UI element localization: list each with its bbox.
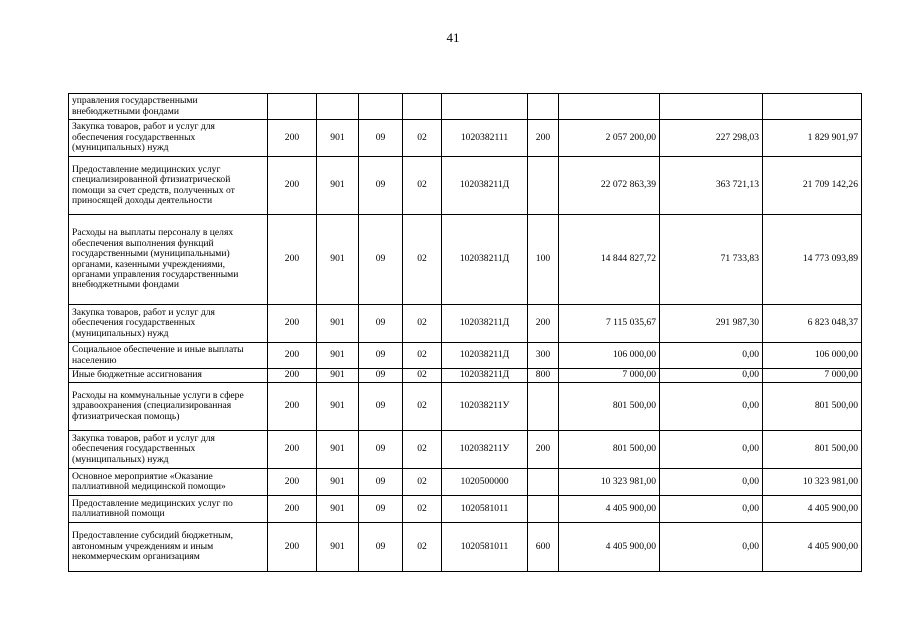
cell-unexecuted: 10 323 981,00 bbox=[763, 469, 862, 496]
cell-ministry: 901 bbox=[317, 523, 359, 572]
cell-expense-type: 600 bbox=[528, 523, 559, 572]
cell-target-article: 1020581011 bbox=[442, 496, 528, 523]
cell-expense-type bbox=[528, 469, 559, 496]
table-row bbox=[69, 523, 862, 572]
table-row bbox=[69, 496, 862, 523]
cell-target-article: 102038211Д bbox=[442, 369, 528, 383]
cell-admin: 200 bbox=[268, 157, 317, 215]
cell-executed: 0,00 bbox=[660, 431, 763, 469]
cell-admin bbox=[268, 94, 317, 120]
cell-unexecuted: 801 500,00 bbox=[763, 383, 862, 431]
cell-subsection: 02 bbox=[403, 343, 442, 369]
cell-unexecuted: 4 405 900,00 bbox=[763, 496, 862, 523]
cell-subsection: 02 bbox=[403, 215, 442, 305]
cell-target-article: 1020500000 bbox=[442, 469, 528, 496]
cell-subsection: 02 bbox=[403, 496, 442, 523]
cell-unexecuted: 6 823 048,37 bbox=[763, 305, 862, 343]
cell-expense-type bbox=[528, 94, 559, 120]
cell-executed bbox=[660, 94, 763, 120]
cell-admin: 200 bbox=[268, 431, 317, 469]
cell-unexecuted: 7 000,00 bbox=[763, 369, 862, 383]
table-row bbox=[69, 120, 862, 157]
cell-section: 09 bbox=[359, 343, 403, 369]
cell-unexecuted: 14 773 093,89 bbox=[763, 215, 862, 305]
cell-approved: 106 000,00 bbox=[559, 343, 660, 369]
cell-subsection: 02 bbox=[403, 305, 442, 343]
cell-section: 09 bbox=[359, 523, 403, 572]
cell-expense-type bbox=[528, 383, 559, 431]
cell-ministry: 901 bbox=[317, 369, 359, 383]
cell-expense-type bbox=[528, 496, 559, 523]
cell-executed: 0,00 bbox=[660, 343, 763, 369]
cell-admin: 200 bbox=[268, 369, 317, 383]
cell-unexecuted: 801 500,00 bbox=[763, 431, 862, 469]
cell-unexecuted: 106 000,00 bbox=[763, 343, 862, 369]
cell-executed: 227 298,03 bbox=[660, 120, 763, 157]
cell-target-article: 102038211Д bbox=[442, 157, 528, 215]
cell-approved: 4 405 900,00 bbox=[559, 523, 660, 572]
cell-approved: 22 072 863,39 bbox=[559, 157, 660, 215]
cell-unexecuted: 21 709 142,26 bbox=[763, 157, 862, 215]
cell-section: 09 bbox=[359, 369, 403, 383]
cell-ministry: 901 bbox=[317, 305, 359, 343]
cell-approved: 14 844 827,72 bbox=[559, 215, 660, 305]
cell-expense-type: 200 bbox=[528, 431, 559, 469]
cell-target-article: 1020382111 bbox=[442, 120, 528, 157]
cell-admin: 200 bbox=[268, 215, 317, 305]
cell-subsection: 02 bbox=[403, 369, 442, 383]
table-row bbox=[69, 94, 862, 120]
cell-unexecuted: 4 405 900,00 bbox=[763, 523, 862, 572]
cell-ministry: 901 bbox=[317, 469, 359, 496]
table-row bbox=[69, 383, 862, 431]
cell-ministry: 901 bbox=[317, 383, 359, 431]
cell-expense-type: 800 bbox=[528, 369, 559, 383]
cell-unexecuted: 1 829 901,97 bbox=[763, 120, 862, 157]
row-name: Социальное обеспечение и иные выплаты населению bbox=[69, 343, 268, 369]
cell-executed: 0,00 bbox=[660, 496, 763, 523]
cell-approved: 7 000,00 bbox=[559, 369, 660, 383]
cell-executed: 0,00 bbox=[660, 383, 763, 431]
cell-section bbox=[359, 94, 403, 120]
cell-expense-type: 200 bbox=[528, 120, 559, 157]
cell-approved: 4 405 900,00 bbox=[559, 496, 660, 523]
cell-expense-type: 200 bbox=[528, 305, 559, 343]
table-row bbox=[69, 469, 862, 496]
cell-admin: 200 bbox=[268, 523, 317, 572]
row-name: Расходы на коммунальные услуги в сфере здравоохранения (специализированная фтизиатрическая помощь) bbox=[69, 383, 268, 431]
cell-executed: 0,00 bbox=[660, 469, 763, 496]
cell-subsection: 02 bbox=[403, 383, 442, 431]
cell-target-article: 102038211У bbox=[442, 383, 528, 431]
row-name: Иные бюджетные ассигнования bbox=[69, 369, 268, 383]
cell-approved bbox=[559, 94, 660, 120]
cell-approved: 2 057 200,00 bbox=[559, 120, 660, 157]
cell-approved: 801 500,00 bbox=[559, 383, 660, 431]
cell-approved: 10 323 981,00 bbox=[559, 469, 660, 496]
cell-target-article: 1020581011 bbox=[442, 523, 528, 572]
cell-target-article: 102038211Д bbox=[442, 215, 528, 305]
cell-section: 09 bbox=[359, 305, 403, 343]
cell-unexecuted bbox=[763, 94, 862, 120]
table-row bbox=[69, 369, 862, 383]
cell-expense-type: 300 bbox=[528, 343, 559, 369]
cell-section: 09 bbox=[359, 469, 403, 496]
cell-subsection bbox=[403, 94, 442, 120]
cell-section: 09 bbox=[359, 157, 403, 215]
cell-executed: 0,00 bbox=[660, 369, 763, 383]
cell-target-article: 102038211У bbox=[442, 431, 528, 469]
cell-admin: 200 bbox=[268, 496, 317, 523]
row-name: Закупка товаров, работ и услуг для обеспечения государственных (муниципальных) нужд bbox=[69, 120, 268, 157]
row-name: Расходы на выплаты персоналу в целях обеспечения выполнения функций государственными (муниципальными) органами, казенными учреждениями, органами управления государственными внебюджетными фондами bbox=[69, 215, 268, 305]
cell-expense-type: 100 bbox=[528, 215, 559, 305]
cell-admin: 200 bbox=[268, 469, 317, 496]
cell-admin: 200 bbox=[268, 305, 317, 343]
row-name: Предоставление медицинских услуг по паллиативной помощи bbox=[69, 496, 268, 523]
cell-subsection: 02 bbox=[403, 523, 442, 572]
table-row bbox=[69, 157, 862, 215]
table-row bbox=[69, 343, 862, 369]
cell-subsection: 02 bbox=[403, 157, 442, 215]
cell-target-article: 102038211Д bbox=[442, 343, 528, 369]
cell-section: 09 bbox=[359, 383, 403, 431]
cell-executed: 363 721,13 bbox=[660, 157, 763, 215]
cell-section: 09 bbox=[359, 431, 403, 469]
table-row bbox=[69, 215, 862, 305]
cell-admin: 200 bbox=[268, 383, 317, 431]
table-row bbox=[69, 305, 862, 343]
cell-section: 09 bbox=[359, 120, 403, 157]
cell-ministry: 901 bbox=[317, 496, 359, 523]
cell-subsection: 02 bbox=[403, 120, 442, 157]
cell-ministry bbox=[317, 94, 359, 120]
cell-ministry: 901 bbox=[317, 120, 359, 157]
cell-executed: 0,00 bbox=[660, 523, 763, 572]
cell-ministry: 901 bbox=[317, 431, 359, 469]
cell-admin: 200 bbox=[268, 120, 317, 157]
row-name: Закупка товаров, работ и услуг для обеспечения государственных (муниципальных) нужд bbox=[69, 305, 268, 343]
row-name: Предоставление медицинских услуг специализированной фтизиатрической помощи за счет средств, полученных от приносящей доходы деятельности bbox=[69, 157, 268, 215]
cell-target-article bbox=[442, 94, 528, 120]
cell-subsection: 02 bbox=[403, 469, 442, 496]
row-name: Закупка товаров, работ и услуг для обеспечения государственных (муниципальных) нужд bbox=[69, 431, 268, 469]
cell-admin: 200 bbox=[268, 343, 317, 369]
cell-approved: 801 500,00 bbox=[559, 431, 660, 469]
budget-table bbox=[68, 93, 862, 572]
cell-ministry: 901 bbox=[317, 215, 359, 305]
row-name: Предоставление субсидий бюджетным, автономным учреждениям и иным некоммерческим организациям bbox=[69, 523, 268, 572]
row-name: Основное мероприятие «Оказание паллиативной медицинской помощи» bbox=[69, 469, 268, 496]
cell-executed: 71 733,83 bbox=[660, 215, 763, 305]
page-number: 41 bbox=[446, 30, 460, 45]
cell-ministry: 901 bbox=[317, 157, 359, 215]
cell-target-article: 102038211Д bbox=[442, 305, 528, 343]
cell-executed: 291 987,30 bbox=[660, 305, 763, 343]
cell-ministry: 901 bbox=[317, 343, 359, 369]
cell-section: 09 bbox=[359, 215, 403, 305]
cell-section: 09 bbox=[359, 496, 403, 523]
row-name: управления государственными внебюджетными фондами bbox=[69, 94, 268, 120]
cell-approved: 7 115 035,67 bbox=[559, 305, 660, 343]
cell-subsection: 02 bbox=[403, 431, 442, 469]
cell-expense-type bbox=[528, 157, 559, 215]
table-row bbox=[69, 431, 862, 469]
